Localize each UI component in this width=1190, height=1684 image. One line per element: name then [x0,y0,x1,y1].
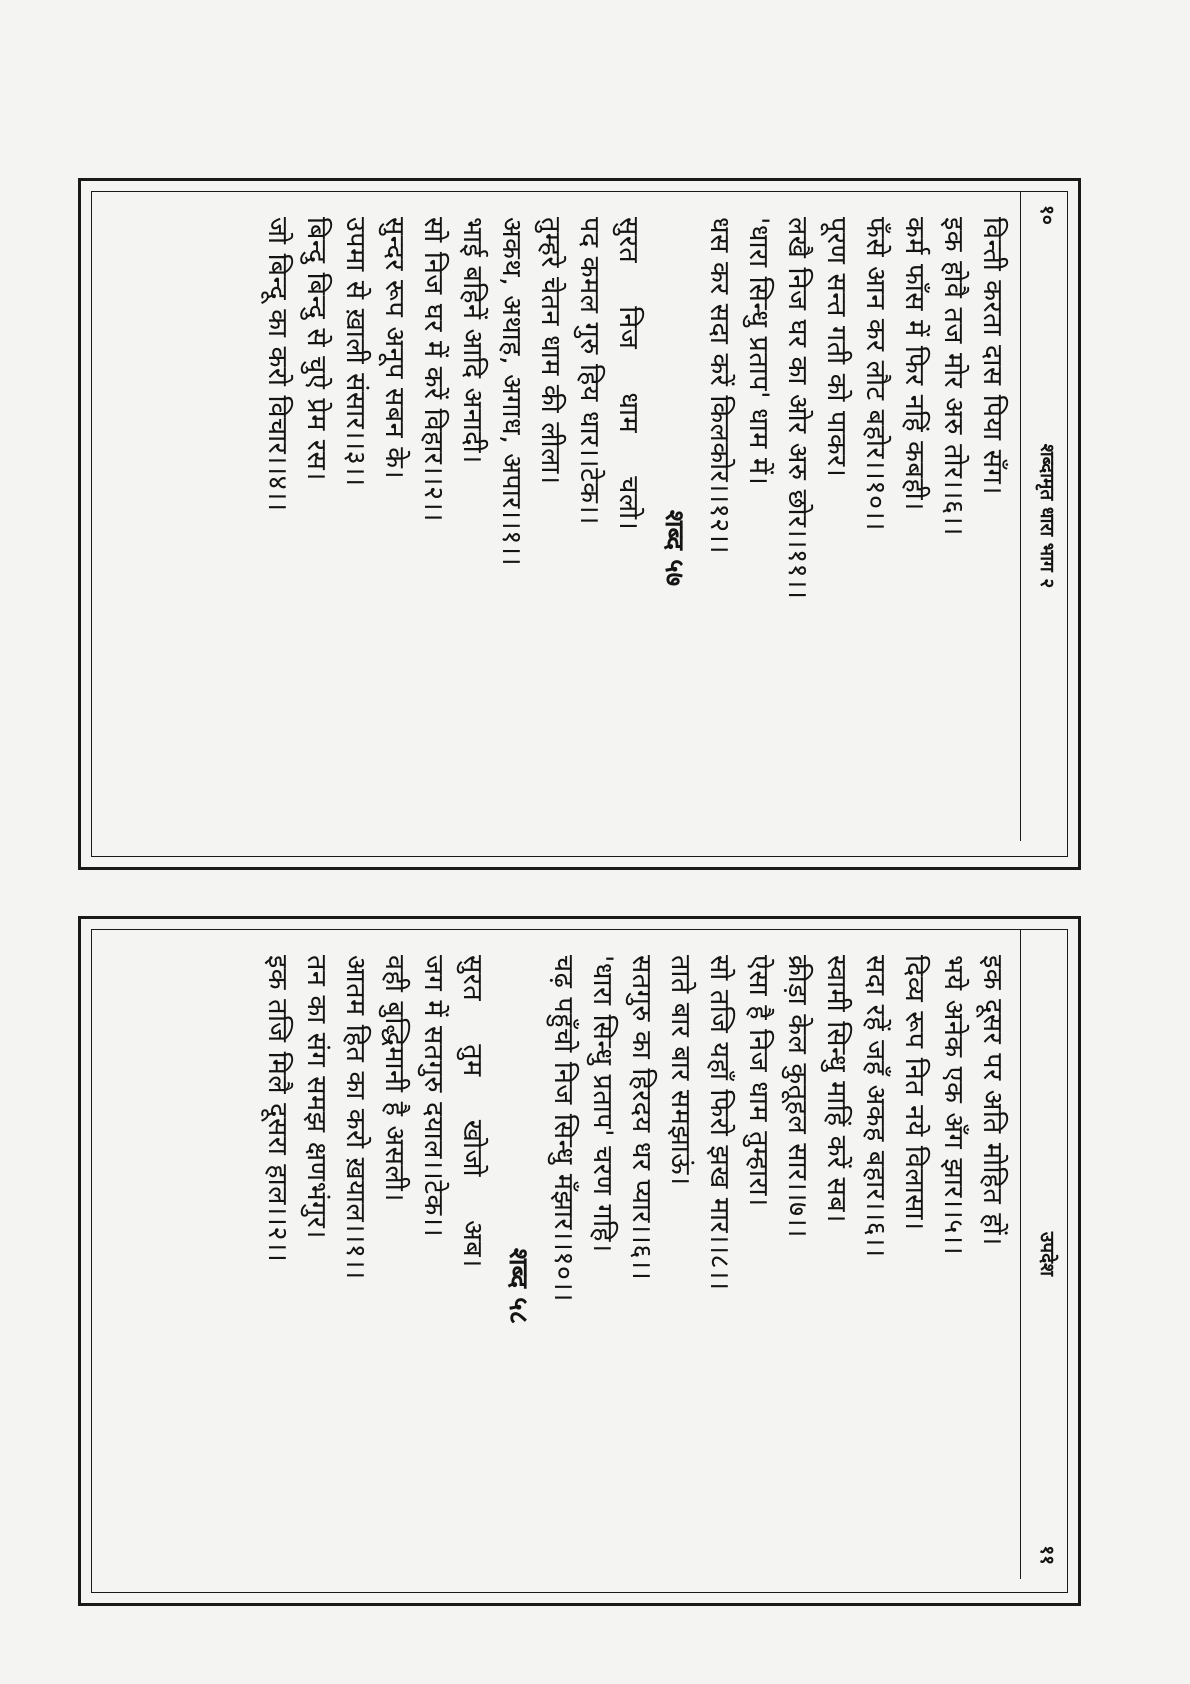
verse-line: क्रीड़ा केल कुतूहल सार।।७।। [782,955,813,1238]
page-number: ११ [1036,1545,1058,1565]
verse-body [258,929,1020,1579]
verse-line: चढ़ पहुँचो निज सिन्धु मँझार।।१०।। [548,955,579,1302]
verse-line: दिव्य रूप नित नये विलासा। [899,955,930,1231]
verse-line: सो तजि यहाँ फिरो झख मार।।८।। [704,955,735,1291]
verse-line: बिन्दु बिन्दु से चुऐ प्रेम रस। [301,217,332,481]
verse-line: सदा रहें जहँ अकह बहार।।६।। [860,955,891,1258]
verse-line: सुरत तुम खोजो अब। [457,955,488,1268]
verse-line: 'धारा सिन्धु प्रताप' धाम में। [743,217,774,486]
verse-line: सुन्दर रूप अनूप सबन के। [379,217,410,480]
verse-line: इक तजि मिलै दूसरा हाल।।२।। [262,955,293,1263]
verse-line: आतम हित का करो ख़याल।।१।। [340,955,371,1280]
verse-line: वही बुद्धिमानी है असली। [379,955,410,1202]
verse-body [258,191,1020,841]
verse-line: जो बिन्दू का करो विचार।।४।। [262,217,293,512]
section-heading: शब्द ५७ [659,509,689,587]
verse-line: स्वामी सिन्धु माहिं करें सब। [821,955,852,1223]
book-page-11 [78,916,1081,1606]
verse-line: पद कमल गुरु हिय धार।।टेक।। [574,217,605,525]
verse-line: सुरत निज धाम चलो। [613,217,644,531]
running-title: उपदेश [1036,1231,1058,1277]
verse-line: पूरण सन्त गती को पाकर। [821,217,852,478]
verse-line: कर्म फाँस में फिर नहिं कबही। [899,217,930,511]
verse-line: भाई बहिनें आदि अनादी। [457,217,488,464]
verse-line: फँसे आन कर लौट बहोर।।१०।। [860,217,891,531]
page-header [1020,929,1071,1579]
verse-line: विन्ती करता दास पिया सँग। [977,217,1008,495]
verse-line: सतगुरु का हिरदय धर प्यार।।६।। [626,955,657,1281]
verse-line: धस कर सदा करें किलकोर।।१२।। [704,217,735,555]
verse-line: इक होवै तज मोर अरु तोर।।६।। [938,217,969,537]
verse-line: 'धारा सिन्धु प्रताप' चरण गहि। [587,955,618,1253]
page-content-rotated [91,191,1071,841]
verse-line: सो निज घर में करें विहार।।२।। [418,217,449,522]
page-header [1020,191,1071,841]
verse-line: इक दूसर पर अति मोहित हों। [977,955,1008,1246]
page-content-rotated [91,929,1071,1579]
verse-line: ताते बार बार समझाऊं। [665,955,696,1186]
verse-line: ऐसा है निज धाम तुम्हारा। [743,955,774,1207]
page-number: १० [1036,205,1058,225]
verse-line: लखै निज घर का ओर अरु छोर।।११।। [782,217,813,600]
verse-line: उपमा से ख़ाली संसार।।३।। [340,217,371,487]
verse-line: भये अनेक एक अँग झार।।५।। [938,955,969,1256]
book-page-10 [78,178,1081,870]
section-heading: शब्द ५८ [503,1247,533,1325]
verse-line: जग में सतगुरु दयाल।।टेक।। [418,955,449,1238]
verse-line: तन का संग समझ क्षणभंगुर। [301,955,332,1240]
verse-line: अकथ, अथाह, अगाध, अपार।।१।। [496,217,527,567]
verse-line: तुम्हरे चेतन धाम की लीला। [535,217,566,485]
running-title: शब्दामृत धारा भाग २ [1036,443,1058,589]
